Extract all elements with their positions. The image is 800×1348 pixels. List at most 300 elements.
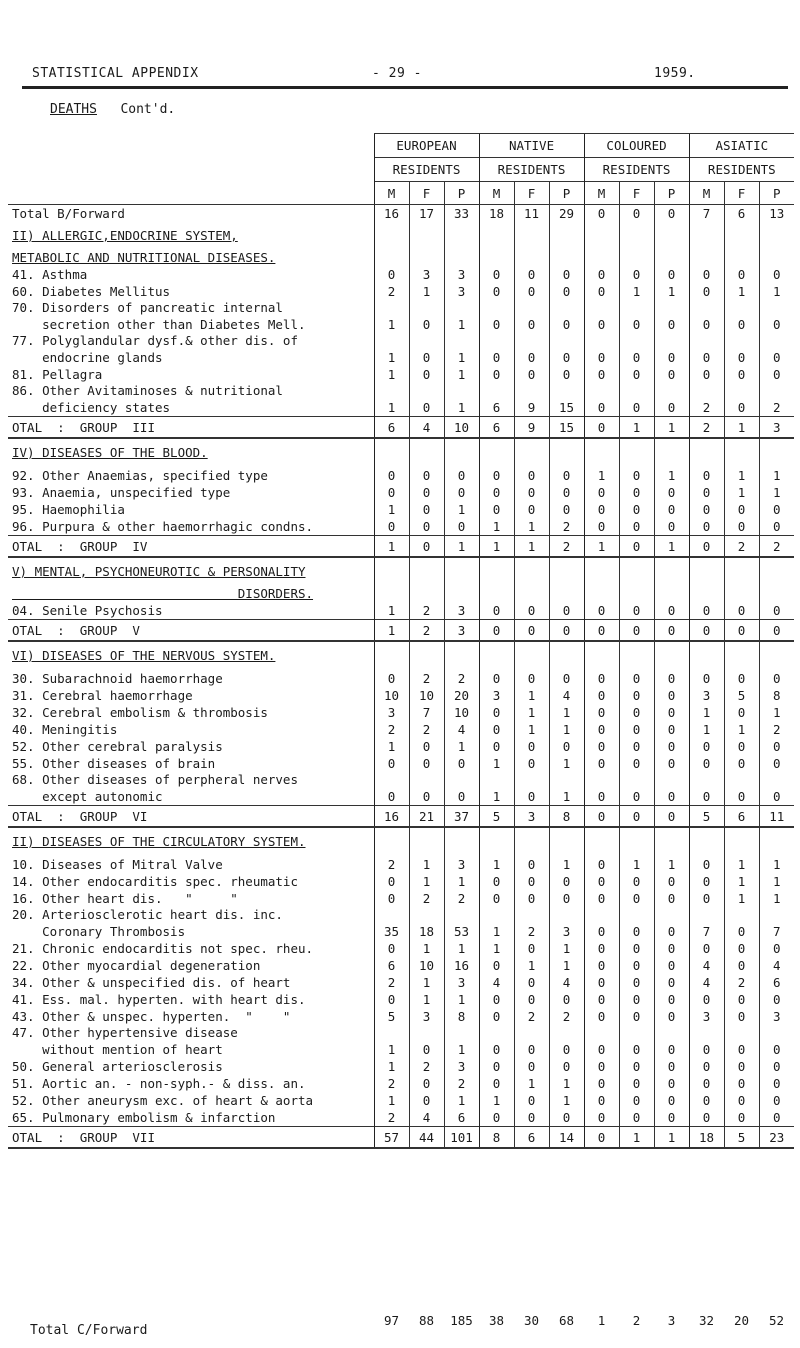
column-header: M <box>479 182 514 205</box>
cell-value: 4 <box>549 687 584 704</box>
empty-cell <box>514 772 549 788</box>
empty-cell <box>724 1025 759 1041</box>
cell-value: 17 <box>409 205 444 223</box>
empty-cell <box>759 1025 794 1041</box>
cell-value: 0 <box>689 1058 724 1075</box>
group-total-row <box>8 620 794 642</box>
cell-value: 5 <box>479 806 514 828</box>
section-heading-row <box>8 438 794 467</box>
cell-value: 0 <box>409 484 444 501</box>
cell-value: 0 <box>654 670 689 687</box>
table-row <box>8 300 794 316</box>
row-label: secretion other than Diabetes Mell. <box>12 317 306 332</box>
cell-value: 0 <box>759 349 794 366</box>
cell-value: 0 <box>549 873 584 890</box>
cell-value: 1 <box>759 890 794 907</box>
cell-value: 4 <box>409 1109 444 1127</box>
cell-value: 0 <box>444 484 479 501</box>
empty-cell <box>759 333 794 349</box>
cell-value: 0 <box>514 366 549 383</box>
cell-value: 0 <box>689 602 724 620</box>
empty-cell <box>409 333 444 349</box>
cell-value: 0 <box>724 704 759 721</box>
cell-value: 0 <box>374 788 409 806</box>
cell-value: 0 <box>689 501 724 518</box>
cell-value: 0 <box>619 316 654 333</box>
row-label: 77. Polyglandular dysf.& other dis. of <box>12 333 298 348</box>
cell-value: 0 <box>584 974 619 991</box>
empty-cell <box>619 907 654 923</box>
cell-value: 2 <box>374 856 409 873</box>
row-label: 60. Diabetes Mellitus <box>12 284 171 299</box>
cell-value: 2 <box>409 721 444 738</box>
cell-value: 1 <box>549 704 584 721</box>
cell-value: 0 <box>759 1092 794 1109</box>
cell-value: 1 <box>549 1075 584 1092</box>
cell-value: 0 <box>479 366 514 383</box>
empty-cell <box>444 300 479 316</box>
cell-value: 10 <box>444 417 479 439</box>
cell-value: 0 <box>584 484 619 501</box>
carry-forward-value: 3 <box>667 1313 676 1328</box>
group-total-row <box>8 1127 794 1149</box>
cell-value: 0 <box>549 266 584 283</box>
cell-value: 2 <box>444 890 479 907</box>
cell-value: 1 <box>374 366 409 383</box>
cell-value: 0 <box>759 670 794 687</box>
cell-value: 0 <box>479 1058 514 1075</box>
cell-value: 0 <box>619 501 654 518</box>
row-label: 68. Other diseases of perpheral nerves <box>12 772 298 787</box>
cell-value: 0 <box>689 349 724 366</box>
cell-value: 0 <box>374 266 409 283</box>
cell-value: 0 <box>724 620 759 642</box>
cell-value: 0 <box>514 283 549 300</box>
page-number: - 29 - <box>372 66 422 81</box>
cell-value: 8 <box>759 687 794 704</box>
cell-value: 2 <box>724 974 759 991</box>
empty-cell <box>584 333 619 349</box>
table-row <box>8 1025 794 1041</box>
cell-value: 16 <box>444 957 479 974</box>
empty-cell <box>514 300 549 316</box>
cell-value: 7 <box>689 923 724 940</box>
cell-value: 0 <box>409 366 444 383</box>
empty-cell <box>409 641 444 670</box>
row-label: OTAL : GROUP VII <box>8 1127 374 1149</box>
row-label: 95. Haemophilia <box>12 502 125 517</box>
cell-value: 1 <box>444 738 479 755</box>
table-row <box>8 721 794 738</box>
empty-cell <box>374 438 409 467</box>
table-row <box>8 333 794 349</box>
empty-cell <box>444 907 479 923</box>
cell-value: 1 <box>374 738 409 755</box>
empty-cell <box>479 827 514 856</box>
cell-value: 0 <box>654 316 689 333</box>
empty-cell <box>444 222 479 250</box>
cell-value: 3 <box>689 687 724 704</box>
cell-value: 1 <box>759 704 794 721</box>
cell-value: 3 <box>374 704 409 721</box>
empty-cell <box>689 222 724 250</box>
cell-value: 0 <box>444 467 479 484</box>
table-row <box>8 283 794 300</box>
cell-value: 0 <box>409 755 444 772</box>
table-row <box>8 383 794 399</box>
row-label: 92. Other Anaemias, specified type <box>12 468 268 483</box>
cell-value: 0 <box>479 283 514 300</box>
cell-value: 0 <box>654 1058 689 1075</box>
empty-cell <box>689 641 724 670</box>
cell-value: 0 <box>759 316 794 333</box>
cell-value: 0 <box>619 1058 654 1075</box>
table-row <box>8 923 794 940</box>
cell-value: 7 <box>689 205 724 223</box>
empty-cell <box>444 827 479 856</box>
table-row <box>8 467 794 484</box>
cell-value: 0 <box>584 991 619 1008</box>
cell-value: 0 <box>619 721 654 738</box>
cell-value: 2 <box>759 399 794 417</box>
cell-value: 0 <box>374 991 409 1008</box>
empty-cell <box>514 333 549 349</box>
empty-cell <box>619 383 654 399</box>
row-label: 16. Other heart dis. " " <box>12 891 238 906</box>
empty-cell <box>619 827 654 856</box>
cell-value: 0 <box>514 467 549 484</box>
cell-value: 0 <box>724 1075 759 1092</box>
cell-value: 29 <box>549 205 584 223</box>
section-heading: II) ALLERGIC,ENDOCRINE SYSTEM, <box>12 228 238 243</box>
empty-cell <box>409 772 444 788</box>
cell-value: 0 <box>724 1092 759 1109</box>
cell-value: 1 <box>549 940 584 957</box>
cell-value: 0 <box>374 467 409 484</box>
empty-cell <box>584 438 619 467</box>
cell-value: 0 <box>759 1109 794 1127</box>
cell-value: 0 <box>584 957 619 974</box>
cell-value: 7 <box>409 704 444 721</box>
empty-cell <box>374 250 409 266</box>
cell-value: 0 <box>619 788 654 806</box>
row-label: 41. Asthma <box>12 267 88 282</box>
cell-value: 0 <box>549 620 584 642</box>
cell-value: 2 <box>759 536 794 558</box>
cell-value: 1 <box>479 1092 514 1109</box>
cell-value: 0 <box>514 349 549 366</box>
cell-value: 0 <box>759 755 794 772</box>
cell-value: 2 <box>409 890 444 907</box>
empty-cell <box>549 907 584 923</box>
empty-cell <box>479 907 514 923</box>
cell-value: 0 <box>584 620 619 642</box>
cell-value: 0 <box>584 704 619 721</box>
empty-cell <box>444 438 479 467</box>
empty-cell <box>514 907 549 923</box>
cell-value: 0 <box>689 620 724 642</box>
cell-value: 0 <box>584 890 619 907</box>
empty-cell <box>514 641 549 670</box>
cell-value: 0 <box>514 1041 549 1058</box>
cell-value: 35 <box>374 923 409 940</box>
cell-value: 5 <box>724 687 759 704</box>
cell-value: 1 <box>619 1127 654 1149</box>
empty-cell <box>619 772 654 788</box>
cell-value: 0 <box>584 602 619 620</box>
cell-value: 0 <box>619 991 654 1008</box>
empty-cell <box>374 557 409 586</box>
row-label: endocrine glands <box>12 350 163 365</box>
cell-value: 0 <box>514 755 549 772</box>
table-row <box>8 602 794 620</box>
empty-cell <box>374 586 409 602</box>
deaths-title: DEATHS <box>50 102 97 117</box>
cell-value: 101 <box>444 1127 479 1149</box>
row-label: 41. Ess. mal. hyperten. with heart dis. <box>12 992 306 1007</box>
cell-value: 0 <box>689 670 724 687</box>
cell-value: 0 <box>654 806 689 828</box>
cell-value: 0 <box>689 940 724 957</box>
cell-value: 0 <box>689 484 724 501</box>
cell-value: 0 <box>689 1109 724 1127</box>
cell-value: 1 <box>444 316 479 333</box>
cell-value: 0 <box>584 349 619 366</box>
cell-value: 2 <box>549 518 584 536</box>
empty-cell <box>689 438 724 467</box>
cell-value: 16 <box>374 205 409 223</box>
cell-value: 0 <box>689 890 724 907</box>
table-row <box>8 873 794 890</box>
cell-value: 0 <box>514 1109 549 1127</box>
empty-cell <box>409 250 444 266</box>
cell-value: 18 <box>479 205 514 223</box>
empty-cell <box>759 586 794 602</box>
cell-value: 1 <box>479 536 514 558</box>
cell-value: 0 <box>724 923 759 940</box>
cell-value: 0 <box>654 1109 689 1127</box>
cell-value: 0 <box>514 1058 549 1075</box>
cell-value: 4 <box>479 974 514 991</box>
cell-value: 1 <box>374 399 409 417</box>
cell-value: 0 <box>479 890 514 907</box>
cell-value: 0 <box>549 316 584 333</box>
empty-cell <box>374 772 409 788</box>
cell-value: 0 <box>549 670 584 687</box>
table-row <box>8 788 794 806</box>
cell-value: 0 <box>409 738 444 755</box>
empty-cell <box>479 772 514 788</box>
cell-value: 1 <box>724 484 759 501</box>
cell-value: 2 <box>374 1075 409 1092</box>
cell-value: 0 <box>584 670 619 687</box>
cell-value: 1 <box>479 755 514 772</box>
empty-cell <box>619 438 654 467</box>
cell-value: 0 <box>724 1008 759 1025</box>
cell-value: 5 <box>689 806 724 828</box>
empty-cell <box>514 557 549 586</box>
cell-value: 0 <box>654 484 689 501</box>
cell-value: 0 <box>409 501 444 518</box>
cell-value: 10 <box>444 704 479 721</box>
cell-value: 1 <box>549 856 584 873</box>
cell-value: 1 <box>444 349 479 366</box>
table-row <box>8 1058 794 1075</box>
empty-cell <box>689 557 724 586</box>
cell-value: 0 <box>584 1041 619 1058</box>
table-row <box>8 399 794 417</box>
cell-value: 1 <box>374 501 409 518</box>
cell-value: 0 <box>689 1041 724 1058</box>
cell-value: 0 <box>619 484 654 501</box>
empty-cell <box>409 383 444 399</box>
cell-value: 0 <box>479 1041 514 1058</box>
group-subheader: RESIDENTS <box>584 158 689 182</box>
year: 1959. <box>654 66 696 81</box>
cell-value: 6 <box>444 1109 479 1127</box>
empty-cell <box>689 250 724 266</box>
group-header: NATIVE <box>479 134 584 158</box>
cell-value: 0 <box>724 1109 759 1127</box>
cell-value: 0 <box>724 755 759 772</box>
cell-value: 0 <box>689 873 724 890</box>
cell-value: 0 <box>514 738 549 755</box>
cell-value: 1 <box>759 283 794 300</box>
empty-cell <box>514 586 549 602</box>
cell-value: 4 <box>549 974 584 991</box>
cell-value: 7 <box>759 923 794 940</box>
cell-value: 1 <box>409 974 444 991</box>
cell-value: 8 <box>549 806 584 828</box>
cell-value: 0 <box>584 755 619 772</box>
cell-value: 0 <box>409 1092 444 1109</box>
cell-value: 2 <box>689 417 724 439</box>
empty-cell <box>654 383 689 399</box>
column-header: M <box>374 182 409 205</box>
cell-value: 10 <box>374 687 409 704</box>
empty-cell <box>479 333 514 349</box>
empty-cell <box>549 438 584 467</box>
empty-cell <box>479 222 514 250</box>
empty-cell <box>549 772 584 788</box>
cell-value: 0 <box>514 940 549 957</box>
cell-value: 0 <box>409 316 444 333</box>
carry-forward-row <box>0 1313 800 1338</box>
empty-cell <box>514 827 549 856</box>
cell-value: 0 <box>689 467 724 484</box>
row-label: 14. Other endocarditis spec. rheumatic <box>12 874 298 889</box>
cell-value: 0 <box>654 704 689 721</box>
cell-value: 2 <box>374 1109 409 1127</box>
column-header: F <box>514 182 549 205</box>
cell-value: 0 <box>549 1041 584 1058</box>
table-row <box>8 755 794 772</box>
cell-value: 0 <box>444 755 479 772</box>
cell-value: 1 <box>374 620 409 642</box>
cell-value: 0 <box>654 788 689 806</box>
table-row <box>8 266 794 283</box>
table-row <box>8 586 794 602</box>
empty-cell <box>759 222 794 250</box>
empty-cell <box>479 557 514 586</box>
appendix-title: STATISTICAL APPENDIX <box>32 66 199 81</box>
cell-value: 1 <box>724 417 759 439</box>
cell-value: 0 <box>479 957 514 974</box>
row-label: Total B/Forward <box>12 206 125 221</box>
cell-value: 6 <box>514 1127 549 1149</box>
cell-value: 1 <box>549 788 584 806</box>
cell-value: 9 <box>514 399 549 417</box>
cell-value: 0 <box>724 940 759 957</box>
empty-cell <box>514 250 549 266</box>
cell-value: 2 <box>409 1058 444 1075</box>
cell-value: 5 <box>724 1127 759 1149</box>
row-label: 55. Other diseases of brain <box>12 756 216 771</box>
table-row <box>8 518 794 536</box>
cell-value: 0 <box>479 316 514 333</box>
cell-value: 1 <box>724 467 759 484</box>
cell-value: 0 <box>619 806 654 828</box>
cell-value: 1 <box>374 602 409 620</box>
row-label: 22. Other myocardial degeneration <box>12 958 261 973</box>
cell-value: 0 <box>584 788 619 806</box>
cell-value: 0 <box>619 687 654 704</box>
cell-value: 1 <box>759 467 794 484</box>
cell-value: 0 <box>584 1008 619 1025</box>
cell-value: 0 <box>724 518 759 536</box>
cell-value: 0 <box>619 923 654 940</box>
cell-value: 2 <box>374 283 409 300</box>
cell-value: 11 <box>514 205 549 223</box>
cell-value: 0 <box>654 266 689 283</box>
cell-value: 0 <box>619 620 654 642</box>
empty-cell <box>724 641 759 670</box>
cell-value: 4 <box>759 957 794 974</box>
cell-value: 0 <box>689 366 724 383</box>
row-label: 70. Disorders of pancreatic internal <box>12 300 283 315</box>
cell-value: 0 <box>374 890 409 907</box>
cell-value: 1 <box>479 940 514 957</box>
cell-value: 0 <box>759 1041 794 1058</box>
cell-value: 0 <box>409 788 444 806</box>
cell-value: 0 <box>584 283 619 300</box>
cell-value: 0 <box>549 602 584 620</box>
row-label: OTAL : GROUP III <box>8 417 374 439</box>
section-heading: IV) DISEASES OF THE BLOOD. <box>12 445 208 460</box>
empty-cell <box>584 250 619 266</box>
cell-value: 1 <box>514 721 549 738</box>
cell-value: 6 <box>724 205 759 223</box>
cell-value: 1 <box>444 501 479 518</box>
cell-value: 1 <box>654 856 689 873</box>
cell-value: 0 <box>584 940 619 957</box>
cell-value: 0 <box>654 205 689 223</box>
empty-cell <box>514 438 549 467</box>
cell-value: 0 <box>689 856 724 873</box>
empty-cell <box>619 222 654 250</box>
empty-cell <box>619 586 654 602</box>
cell-value: 0 <box>479 1075 514 1092</box>
row-label: 50. General arteriosclerosis <box>12 1059 223 1074</box>
cell-value: 0 <box>549 991 584 1008</box>
cell-value: 0 <box>654 501 689 518</box>
cell-value: 1 <box>549 1092 584 1109</box>
table-row <box>8 1041 794 1058</box>
empty-cell <box>619 300 654 316</box>
empty-cell <box>409 1025 444 1041</box>
cell-value: 37 <box>444 806 479 828</box>
empty-cell <box>654 250 689 266</box>
